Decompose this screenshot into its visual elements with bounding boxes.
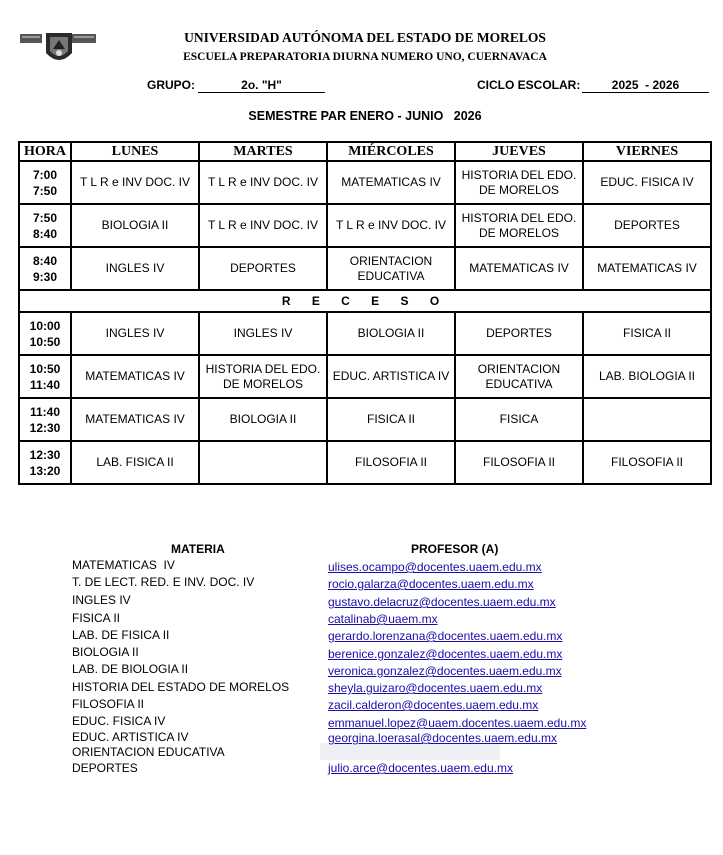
col-jueves: JUEVES <box>455 142 583 161</box>
class-cell: BIOLOGIA II <box>71 204 199 247</box>
class-cell: BIOLOGIA II <box>327 312 455 355</box>
profesor-email-link[interactable]: catalinab@uaem.mx <box>328 612 438 626</box>
class-cell: MATEMATICAS IV <box>71 355 199 398</box>
class-cell: FISICA <box>455 398 583 441</box>
materia-item: EDUC. ARTISTICA IV <box>72 730 189 744</box>
class-cell: BIOLOGIA II <box>199 398 327 441</box>
semester-title: SEMESTRE PAR ENERO - JUNIO 2026 <box>248 109 482 123</box>
materia-header: MATERIA <box>171 542 225 556</box>
class-cell: ORIENTACION EDUCATIVA <box>455 355 583 398</box>
table-row <box>19 312 711 355</box>
profesor-email-link[interactable]: sheyla.guizaro@docentes.uaem.edu.mx <box>328 681 543 695</box>
class-cell: MATEMATICAS IV <box>327 161 455 204</box>
class-cell: DEPORTES <box>583 204 711 247</box>
time-cell: 10:50 11:40 <box>19 355 71 398</box>
time-cell: 12:30 13:20 <box>19 441 71 484</box>
profesor-email-link[interactable]: berenice.gonzalez@docentes.uaem.edu.mx <box>328 647 563 661</box>
class-cell <box>583 398 711 441</box>
grupo-label: GRUPO: <box>147 78 195 92</box>
class-cell: INGLES IV <box>71 312 199 355</box>
class-cell: EDUC. ARTISTICA IV <box>327 355 455 398</box>
class-cell: FILOSOFIA II <box>455 441 583 484</box>
materia-item: INGLES IV <box>72 593 131 607</box>
class-cell: FILOSOFIA II <box>583 441 711 484</box>
header-row <box>19 142 711 161</box>
class-cell: LAB. FISICA II <box>71 441 199 484</box>
materia-item: FISICA II <box>72 611 121 625</box>
table-row <box>19 247 711 290</box>
materia-item: MATEMATICAS IV <box>72 558 175 572</box>
class-cell: T L R e INV DOC. IV <box>71 161 199 204</box>
class-cell: T L R e INV DOC. IV <box>199 204 327 247</box>
table-row <box>19 204 711 247</box>
profesor-header: PROFESOR (A) <box>411 542 499 556</box>
materia-item: BIOLOGIA II <box>72 645 139 659</box>
profesor-email-link[interactable]: rocio.galarza@docentes.uaem.edu.mx <box>328 577 534 591</box>
class-cell: T L R e INV DOC. IV <box>327 204 455 247</box>
materia-item: HISTORIA DEL ESTADO DE MORELOS <box>72 680 290 694</box>
profesor-email-link[interactable]: gerardo.lorenzana@docentes.uaem.edu.mx <box>328 629 563 643</box>
col-viernes: VIERNES <box>583 142 711 161</box>
ciclo-value: 2025 - 2026 <box>582 78 709 93</box>
materia-item: T. DE LECT. RED. E INV. DOC. IV <box>72 575 255 589</box>
class-cell: MATEMATICAS IV <box>455 247 583 290</box>
time-cell: 11:40 12:30 <box>19 398 71 441</box>
class-cell: HISTORIA DEL EDO. DE MORELOS <box>199 355 327 398</box>
profesor-email-link[interactable]: julio.arce@docentes.uaem.edu.mx <box>328 761 513 775</box>
materia-item: EDUC. FISICA IV <box>72 714 166 728</box>
grupo-value: 2o. "H" <box>198 78 325 93</box>
class-cell: T L R e INV DOC. IV <box>199 161 327 204</box>
col-hora: HORA <box>19 142 71 161</box>
profesor-email-link[interactable]: veronica.gonzalez@docentes.uaem.edu.mx <box>328 664 562 678</box>
materia-item: LAB. DE BIOLOGIA II <box>72 662 189 676</box>
col-martes: MARTES <box>199 142 327 161</box>
class-cell: MATEMATICAS IV <box>71 398 199 441</box>
time-cell: 7:00 7:50 <box>19 161 71 204</box>
recess-row <box>19 290 711 312</box>
schedule-table <box>18 141 712 485</box>
recess-label: R E C E S O <box>19 290 711 312</box>
class-cell: ORIENTACION EDUCATIVA <box>327 247 455 290</box>
class-cell: FISICA II <box>583 312 711 355</box>
time-cell: 10:00 10:50 <box>19 312 71 355</box>
materia-item: FILOSOFIA II <box>72 697 145 711</box>
col-miercoles: MIÉRCOLES <box>327 142 455 161</box>
class-cell: FILOSOFIA II <box>327 441 455 484</box>
class-cell: MATEMATICAS IV <box>583 247 711 290</box>
profesor-email-link[interactable]: emmanuel.lopez@uaem.docentes.uaem.edu.mx <box>328 716 587 730</box>
table-row <box>19 355 711 398</box>
class-cell: INGLES IV <box>71 247 199 290</box>
time-cell: 8:40 9:30 <box>19 247 71 290</box>
class-cell: FISICA II <box>327 398 455 441</box>
col-lunes: LUNES <box>71 142 199 161</box>
materia-item: DEPORTES <box>72 761 138 775</box>
ciclo-label: CICLO ESCOLAR: <box>477 78 581 92</box>
school-subtitle: ESCUELA PREPARATORIA DIURNA NUMERO UNO, CUERNAVACA <box>183 51 547 63</box>
profesor-email-link[interactable]: zacil.calderon@docentes.uaem.edu.mx <box>328 698 539 712</box>
class-cell: HISTORIA DEL EDO. DE MORELOS <box>455 161 583 204</box>
uaem-logo <box>20 31 98 69</box>
profesor-email-link[interactable]: georgina.loerasal@docentes.uaem.edu.mx <box>328 731 557 745</box>
table-row <box>19 161 711 204</box>
class-cell: DEPORTES <box>199 247 327 290</box>
class-cell: LAB. BIOLOGIA II <box>583 355 711 398</box>
profesor-email-link[interactable]: gustavo.delacruz@docentes.uaem.edu.mx <box>328 595 556 609</box>
university-title: UNIVERSIDAD AUTÓNOMA DEL ESTADO DE MORELOS <box>184 30 546 45</box>
class-cell <box>199 441 327 484</box>
class-cell: INGLES IV <box>199 312 327 355</box>
materia-item: LAB. DE FISICA II <box>72 628 170 642</box>
class-cell: HISTORIA DEL EDO. DE MORELOS <box>455 204 583 247</box>
time-cell: 7:50 8:40 <box>19 204 71 247</box>
blank-area <box>320 743 500 760</box>
table-row <box>19 441 711 484</box>
table-row <box>19 398 711 441</box>
profesor-email-link[interactable]: ulises.ocampo@docentes.uaem.edu.mx <box>328 560 542 574</box>
class-cell: EDUC. FISICA IV <box>583 161 711 204</box>
class-cell: DEPORTES <box>455 312 583 355</box>
materia-item: ORIENTACION EDUCATIVA <box>72 745 225 759</box>
